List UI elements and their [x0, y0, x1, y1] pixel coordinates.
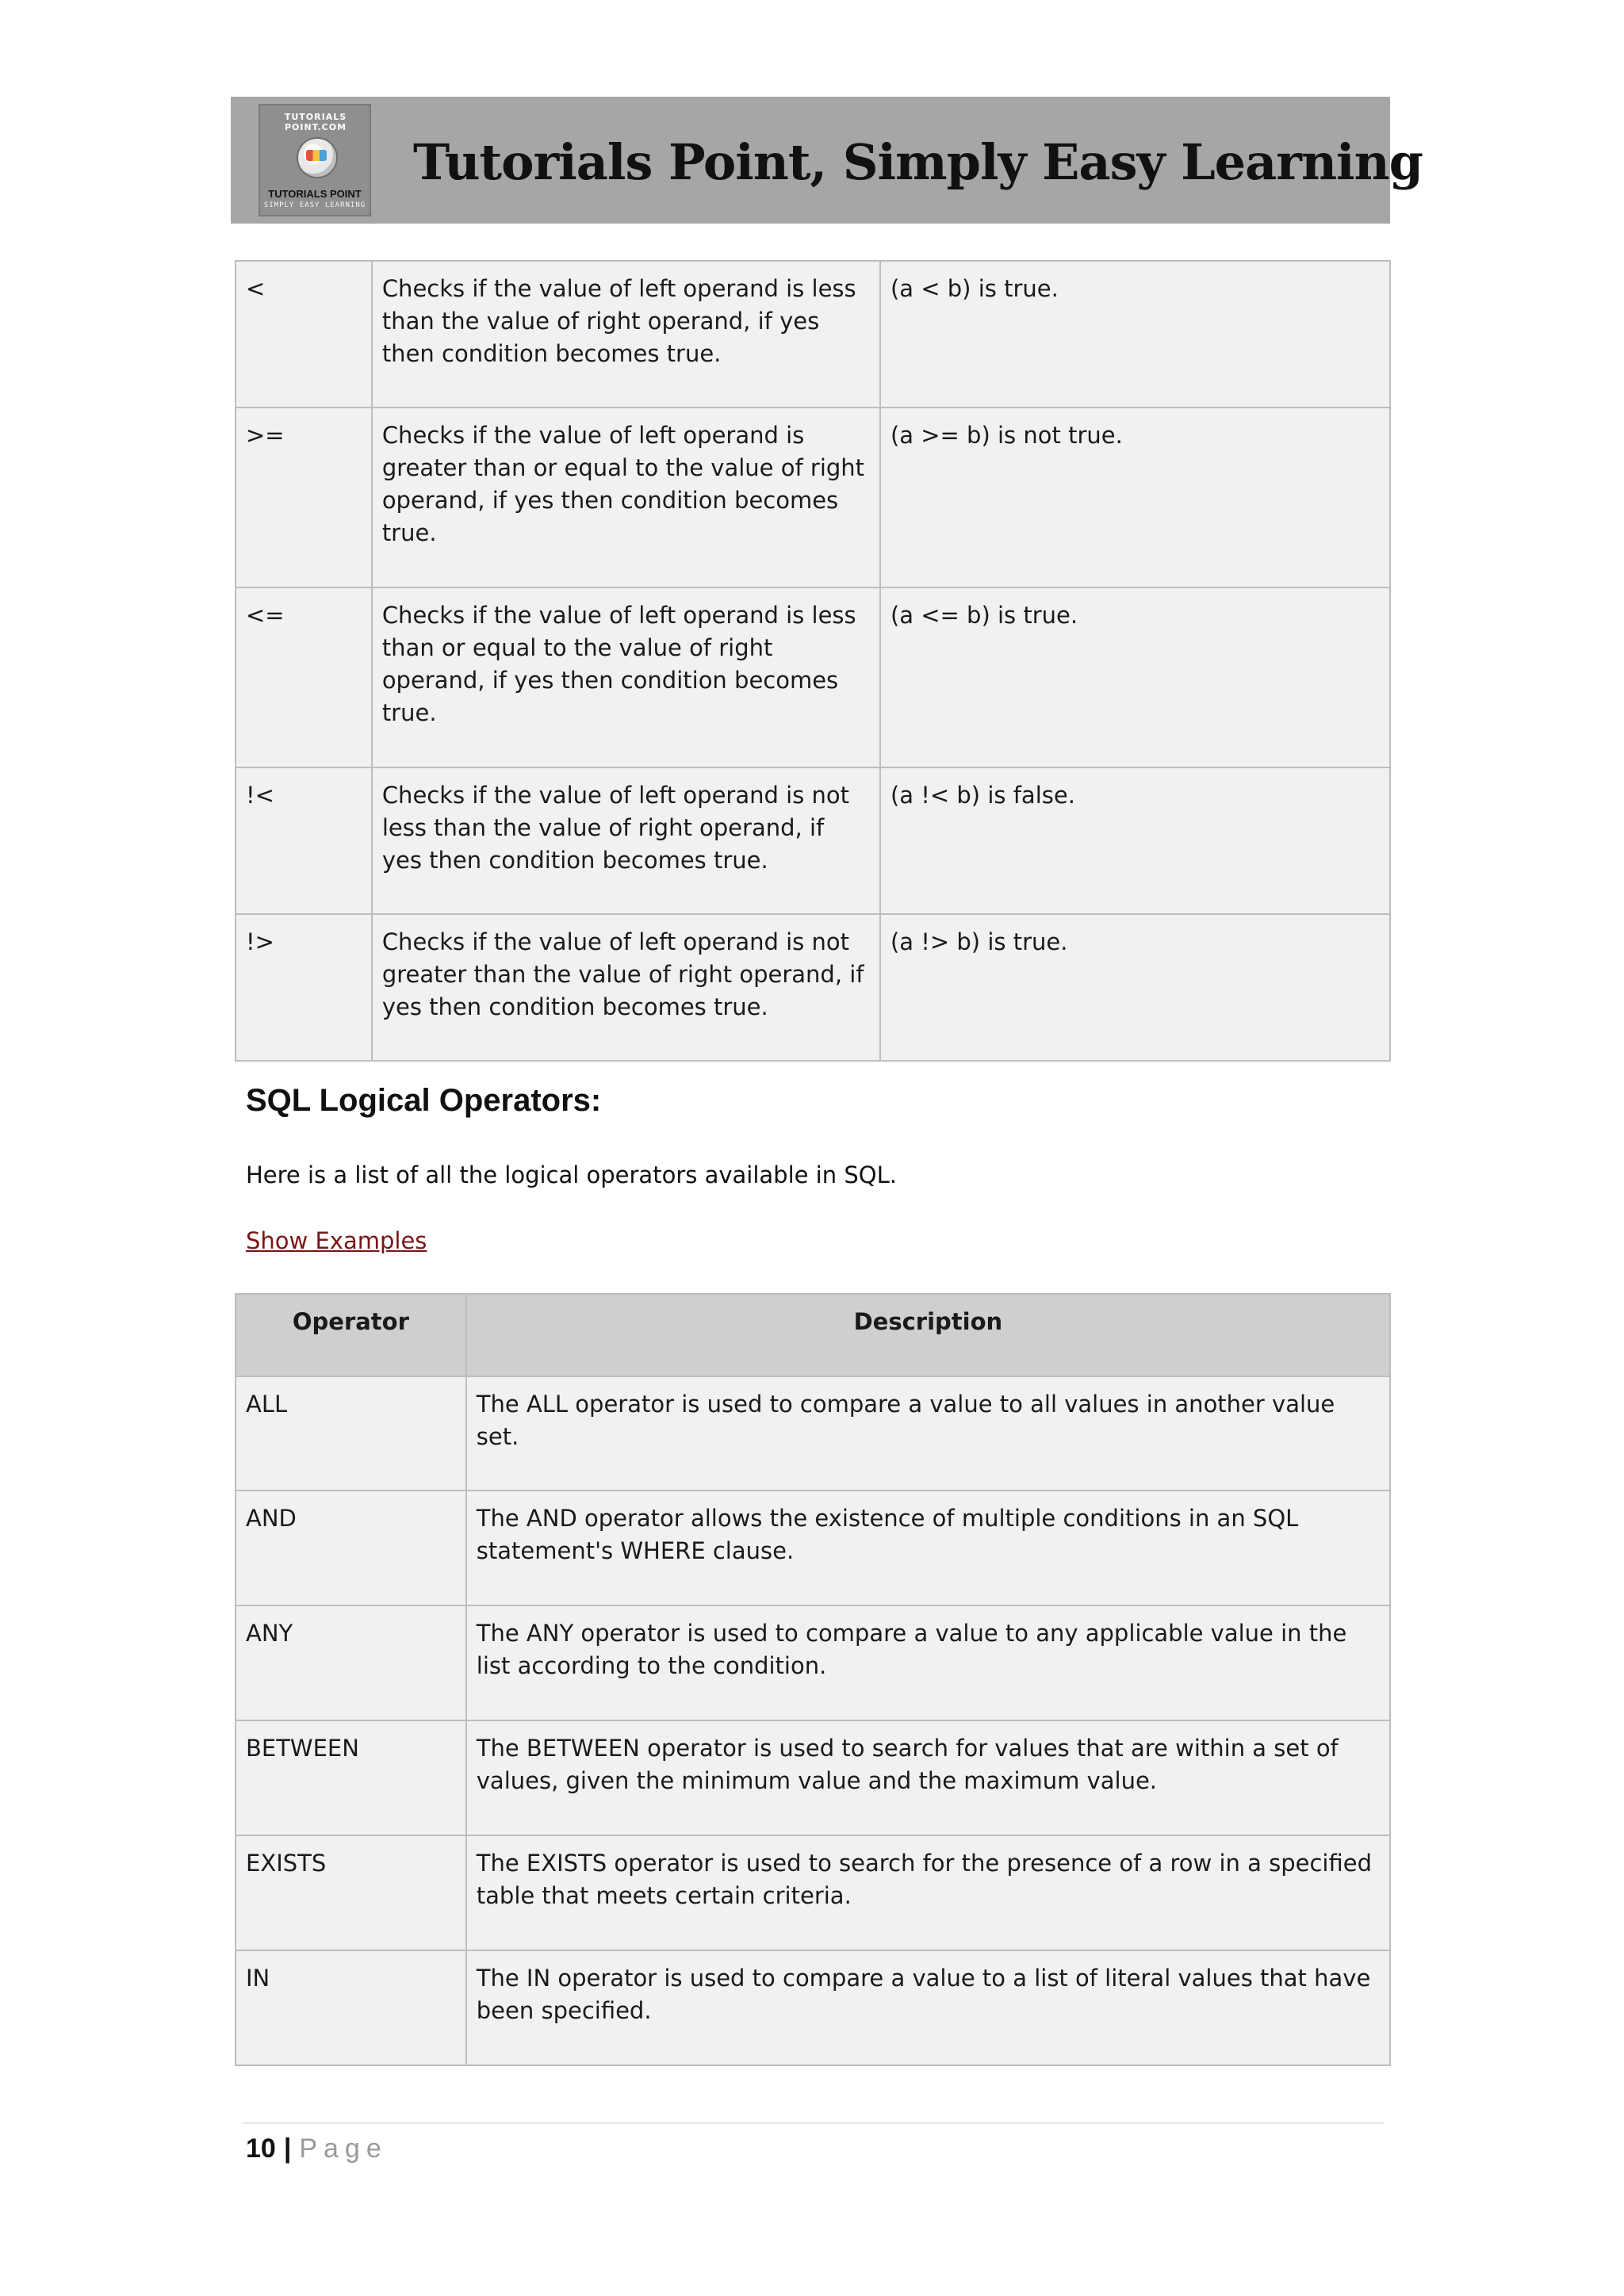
- description-cell: The IN operator is used to compare a value to a list of literal values that have been specified.: [466, 1950, 1390, 2065]
- description-column-header: Description: [466, 1294, 1390, 1376]
- operator-cell: <=: [236, 587, 372, 767]
- table-row: [236, 1950, 1390, 2065]
- description-cell: Checks if the value of left operand is greater than or equal to the value of right operand, if yes then condition becomes true.: [372, 408, 880, 587]
- operator-cell: AND: [236, 1490, 466, 1605]
- page-header: [231, 97, 1423, 224]
- tutorialspoint-logo: [259, 104, 371, 216]
- description-cell: The ANY operator is used to compare a value to any applicable value in the list according to the condition.: [466, 1605, 1390, 1720]
- description-cell: Checks if the value of left operand is less than the value of right operand, if yes then condition becomes true.: [372, 261, 880, 408]
- table-row: [236, 1720, 1390, 1835]
- logo-name: TUTORIALS POINT: [268, 188, 362, 200]
- description-cell: Checks if the value of left operand is less than or equal to the value of right operand, if yes then condition becomes true.: [372, 587, 880, 767]
- operator-cell: ALL: [236, 1376, 466, 1490]
- table-row: [236, 1605, 1390, 1720]
- comparison-operators-table: [235, 260, 1391, 1062]
- section-title: SQL Logical Operators:: [246, 1083, 602, 1118]
- logo-tagline: SIMPLY EASY LEARNING: [263, 201, 366, 209]
- table-row: [236, 767, 1390, 914]
- section-intro: Here is a list of all the logical operators available in SQL.: [246, 1161, 897, 1188]
- table-row: [236, 1835, 1390, 1950]
- logical-operators-table: [235, 1293, 1391, 2066]
- header-title: Tutorials Point, Simply Easy Learning: [413, 133, 1423, 191]
- description-cell: Checks if the value of left operand is not less than the value of right operand, if yes then condition becomes true.: [372, 767, 880, 914]
- table-row: [236, 1490, 1390, 1605]
- operator-cell: ANY: [236, 1605, 466, 1720]
- description-cell: The EXISTS operator is used to search for the presence of a row in a specified table that meets certain criteria.: [466, 1835, 1390, 1950]
- description-cell: The BETWEEN operator is used to search for values that are within a set of values, given the minimum value and the maximum value.: [466, 1720, 1390, 1835]
- logo-arc-text: TUTORIALS POINT.COM: [284, 112, 347, 132]
- operator-cell: IN: [236, 1950, 466, 2065]
- description-cell: The AND operator allows the existence of multiple conditions in an SQL statement's WHERE clause.: [466, 1490, 1390, 1605]
- footer-divider: [243, 2122, 1385, 2124]
- operator-cell: EXISTS: [236, 1835, 466, 1950]
- table-row: [236, 587, 1390, 767]
- operator-cell: >=: [236, 408, 372, 587]
- table-row: [236, 408, 1390, 587]
- operator-cell: !<: [236, 767, 372, 914]
- footer-separator: |: [283, 2133, 292, 2164]
- example-cell: (a !< b) is false.: [880, 767, 1390, 914]
- table-row: [236, 914, 1390, 1061]
- operator-cell: !>: [236, 914, 372, 1061]
- operator-cell: <: [236, 261, 372, 408]
- page-label: Page: [299, 2133, 388, 2164]
- description-cell: Checks if the value of left operand is not greater than the value of right operand, if yes then condition becomes true.: [372, 914, 880, 1061]
- globe-icon: [297, 137, 338, 178]
- example-cell: (a >= b) is not true.: [880, 408, 1390, 587]
- example-cell: (a < b) is true.: [880, 261, 1390, 408]
- table-row: [236, 1376, 1390, 1490]
- table-header-row: [236, 1294, 1390, 1376]
- example-cell: (a <= b) is true.: [880, 587, 1390, 767]
- table-row: [236, 261, 1390, 408]
- example-cell: (a !> b) is true.: [880, 914, 1390, 1061]
- operator-cell: BETWEEN: [236, 1720, 466, 1835]
- page-footer: [246, 2131, 388, 2166]
- show-examples-link[interactable]: Show Examples: [246, 1227, 427, 1254]
- page-number: 10: [246, 2133, 276, 2164]
- description-cell: The ALL operator is used to compare a value to all values in another value set.: [466, 1376, 1390, 1490]
- operator-column-header: Operator: [236, 1294, 466, 1376]
